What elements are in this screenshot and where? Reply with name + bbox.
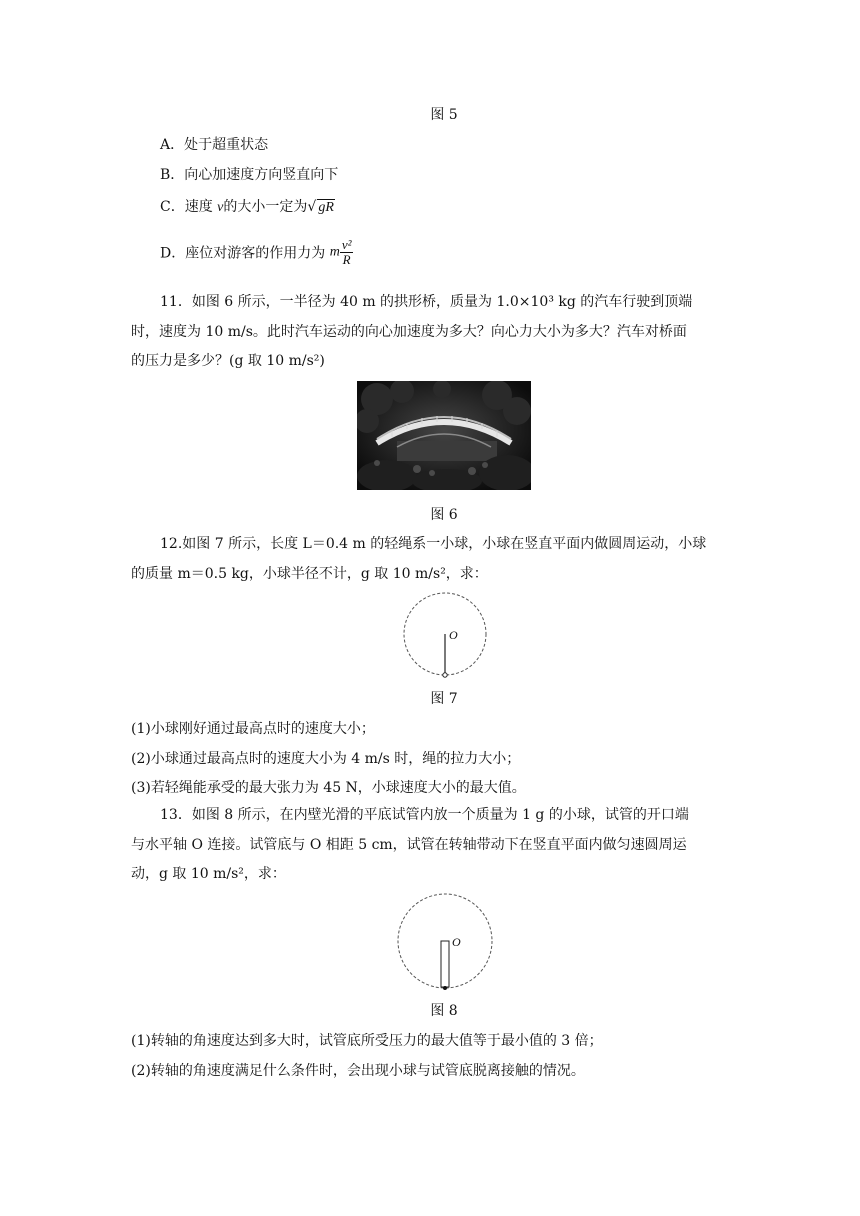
q13-line3: 动，g 取 10 m/s²，求： (131, 866, 286, 882)
option-c: C．速度 v的大小一定为√ gR (160, 199, 334, 215)
bridge-photo (357, 381, 531, 490)
q13-line1: 13．如图 8 所示，在内壁光滑的平底试管内放一个质量为 1 g 的小球，试管的开口端 (160, 807, 689, 823)
figure-7-label-o: O (449, 628, 458, 642)
q12-sub2: (2)小球通过最高点时的速度大小为 4 m/s 时，绳的拉力大小； (131, 751, 521, 767)
small-ball (443, 673, 447, 677)
test-tube (441, 941, 449, 987)
figure-8-diagram (395, 893, 497, 993)
option-c-prefix: C．速度 (160, 199, 213, 215)
option-d-fraction (340, 238, 354, 267)
q12-sub3: (3)若轻绳能承受的最大张力为 45 N，小球速度大小的最大值。 (131, 780, 526, 796)
figure-7-diagram (400, 591, 492, 679)
figure-6-caption: 图 6 (430, 507, 458, 523)
q11-line3: 的压力是多少？(g 取 10 m/s²) (131, 353, 325, 369)
figure-8-label-o: O (452, 935, 461, 949)
option-d-prefix: D．座位对游客的作用力为 (160, 245, 326, 262)
q13-line2: 与水平轴 O 连接。试管底与 O 相距 5 cm，试管在转轴带动下在竖直平面内做匀速圆周运 (131, 837, 687, 853)
option-d (160, 238, 353, 267)
q12-sub1: (1)小球刚好通过最高点时的速度大小； (131, 721, 375, 737)
fraction-numerator: v² (341, 237, 352, 252)
fraction-denominator: R (342, 252, 351, 267)
figure-5-caption: 图 5 (430, 107, 458, 123)
q11-line2: 时，速度为 10 m/s。此时汽车运动的向心加速度为多大？向心力大小为多大？汽车对桥面 (131, 324, 687, 340)
q13-sub2: (2)转轴的角速度满足什么条件时，会出现小球与试管底脱离接触的情况。 (131, 1063, 585, 1079)
figure-8-caption: 图 8 (430, 1003, 458, 1019)
option-b: B．向心加速度方向竖直向下 (160, 167, 339, 183)
q11-line1: 11．如图 6 所示，一半径为 40 m 的拱形桥，质量为 1.0×10³ kg 的汽车行驶到顶端 (160, 294, 693, 310)
option-d-m: m (329, 244, 340, 260)
option-c-var: v (217, 200, 224, 215)
figure-7-caption: 图 7 (430, 691, 458, 707)
q12-line1: 12.如图 7 所示，长度 L＝0.4 m 的轻绳系一小球，小球在竖直平面内做圆周运动，小球 (160, 536, 707, 552)
q12-line2: 的质量 m＝0.5 kg，小球半径不计，g 取 10 m/s²，求： (131, 566, 488, 582)
small-ball (443, 986, 447, 990)
option-a: A．处于超重状态 (160, 137, 269, 153)
option-c-sqrt: gR (318, 200, 334, 215)
q13-sub1: (1)转轴的角速度达到多大时，试管底所受压力的最大值等于最小值的 3 倍； (131, 1033, 603, 1049)
option-c-mid: 的大小一定为 (223, 199, 308, 215)
